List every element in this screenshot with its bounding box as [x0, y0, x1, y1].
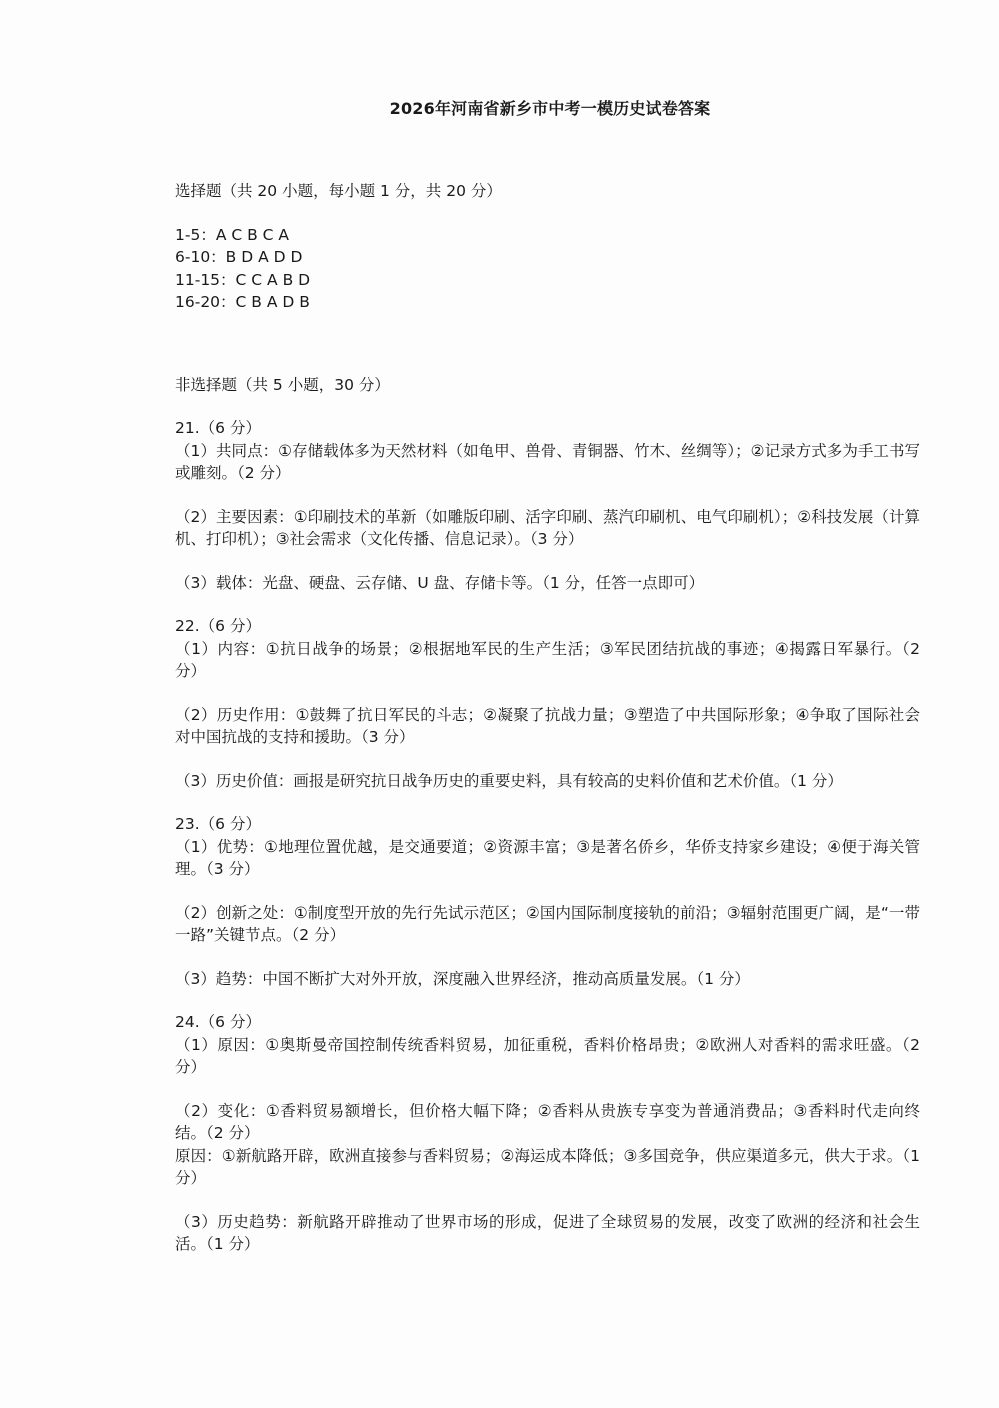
- q24-part2: （2）变化：①香料贸易额增长，但价格大幅下降；②香料从贵族专享变为普通消费品；③香料时代走向终结。（2 分）: [175, 1101, 920, 1142]
- q22-part3: （3）历史价值：画报是研究抗日战争历史的重要史料，具有较高的史料价值和艺术价值。（1 分）: [175, 771, 843, 790]
- q21-part1: （1）共同点：①存储载体多为天然材料（如龟甲、兽骨、青铜器、竹木、丝绸等）；②记录方式多为手工书写或雕刻。（2 分）: [175, 441, 920, 482]
- q21-heading: 21.（6 分）: [175, 419, 261, 437]
- choice-answer-row: 1-5：A C B C A: [175, 225, 290, 244]
- choice-answer-row: 6-10：B D A D D: [175, 248, 303, 266]
- choice-answer-row: 11-15：C C A B D: [175, 270, 311, 289]
- q21-part3: （3）载体：光盘、硬盘、云存储、U 盘、存储卡等。（1 分，任答一点即可）: [175, 573, 705, 592]
- answer-content: [175, 180, 925, 1256]
- q22-heading: 22.（6 分）: [175, 617, 261, 635]
- q23-part2: （2）创新之处：①制度型开放的先行先试示范区；②国内国际制度接轨的前沿；③辐射范围更广阔，是“一带一路”关键节点。（2 分）: [175, 903, 920, 944]
- q22-part1: （1）内容：①抗日战争的场景；②根据地军民的生产生活；③军民团结抗战的事迹；④揭露日军暴行。（2 分）: [175, 639, 925, 680]
- choice-answer-row: 16-20：C B A D B: [175, 293, 310, 311]
- q21-part2: （2）主要因素：①印刷技术的革新（如雕版印刷、活字印刷、蒸汽印刷机、电气印刷机）；②科技发展（计算机、打印机）；③社会需求（文化传播、信息记录）。（3 分）: [175, 507, 920, 548]
- q24-part3: （3）历史趋势：新航路开辟推动了世界市场的形成，促进了全球贸易的发展，改变了欧洲的经济和社会生活。（1 分）: [175, 1212, 920, 1253]
- q23-part3: （3）趋势：中国不断扩大对外开放，深度融入世界经济，推动高质量发展。（1 分）: [175, 969, 750, 988]
- q23-heading: 23.（6 分）: [175, 815, 261, 833]
- q24-heading: 24.（6 分）: [175, 1013, 261, 1031]
- page-title: 2026年河南省新乡市中考一模历史试卷答案: [389, 99, 711, 118]
- q22-part2: （2）历史作用：①鼓舞了抗日军民的斗志；②凝聚了抗战力量；③塑造了中共国际形象；④争取了国际社会对中国抗战的支持和援助。（3 分）: [175, 705, 920, 746]
- nonchoice-heading: 非选择题（共 5 小题，30 分）: [175, 375, 390, 394]
- q24-part2-reason: 原因：①新航路开辟，欧洲直接参与香料贸易；②海运成本降低；③多国竞争，供应渠道多元，供大于求。（1 分）: [175, 1146, 925, 1187]
- q23-part1: （1）优势：①地理位置优越，是交通要道；②资源丰富；③是著名侨乡，华侨支持家乡建设；④便于海关管理。（3 分）: [175, 837, 920, 878]
- q24-part1: （1）原因：①奥斯曼帝国控制传统香料贸易，加征重税，香料价格昂贵；②欧洲人对香料的需求旺盛。（2 分）: [175, 1035, 925, 1076]
- choice-heading: 选择题（共 20 小题，每小题 1 分，共 20 分）: [175, 182, 502, 200]
